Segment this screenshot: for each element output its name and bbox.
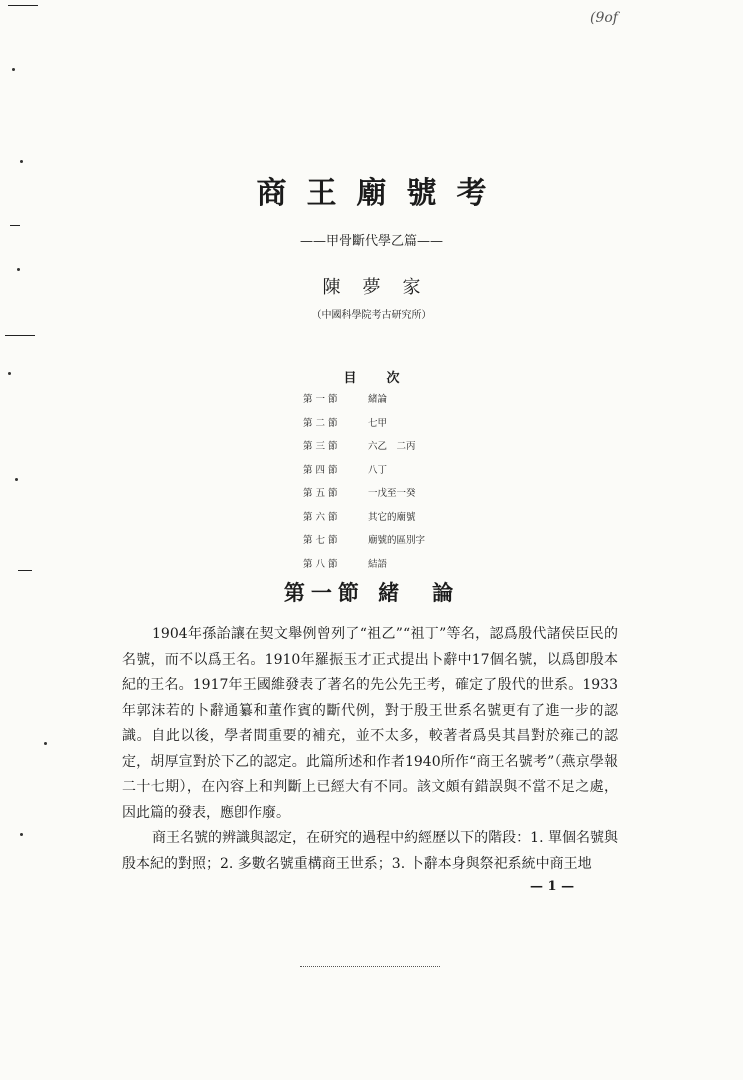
subtitle: ——甲骨斷代學乙篇—— xyxy=(299,234,443,249)
toc-item-title: 緒論 xyxy=(368,394,388,405)
toc-item-title: 七甲 xyxy=(368,417,388,429)
toc-item-number: 第三節 xyxy=(303,441,341,452)
toc-item xyxy=(303,438,563,462)
toc-item-title: 廟號的區別字 xyxy=(368,535,426,546)
toc-item-number: 第八節 xyxy=(303,558,341,570)
handwritten-note: (9of xyxy=(590,10,618,26)
toc-item-number: 第五節 xyxy=(303,488,341,499)
margin-mark xyxy=(18,570,32,571)
paragraph: 商王名號的辨識與認定，在研究的過程中約經歷以下的階段：1. 單個名號與殷本紀的對照；2. 多數名號重構商王世系；3. 卜辭本身與祭祀系統中商王地 xyxy=(122,830,618,872)
bottom-scan-noise xyxy=(300,966,440,968)
author-affiliation: （中國科學院考古研究所） xyxy=(311,310,432,321)
scan-speck xyxy=(12,68,15,71)
toc-item-number: 第二節 xyxy=(303,417,341,429)
section-body xyxy=(122,622,618,877)
toc-heading: 目次 xyxy=(343,371,430,386)
scan-speck xyxy=(15,478,18,481)
toc-item-title: 六乙 二丙 xyxy=(368,441,416,452)
toc-item-number: 第一節 xyxy=(303,394,341,405)
toc-item xyxy=(303,415,563,439)
toc-item-number: 第七節 xyxy=(303,535,341,546)
toc-item xyxy=(303,462,563,486)
author-name: 陳夢家 xyxy=(322,277,443,298)
scan-speck xyxy=(20,833,23,836)
toc-item xyxy=(303,532,563,556)
toc-item-title: 結語 xyxy=(368,558,388,570)
toc-item xyxy=(303,391,563,415)
toc-item xyxy=(303,556,563,580)
toc-item-title: 一戊至一癸 xyxy=(368,488,416,499)
margin-mark xyxy=(10,225,20,226)
toc-item-title: 八丁 xyxy=(368,464,388,476)
scan-speck xyxy=(17,268,20,271)
paragraph: 1904年孫詒讓在契文舉例曾列了“祖乙”“祖丁”等名，認爲殷代諸侯臣民的名號，而不以爲王名。1910年羅振玉才正式提出卜辭中17個名號，以爲卽殷本紀的王名。1917年王國維發表了著名的先公先王考，確定了殷代的世系。1933年郭沫若的卜辭通纂和董作賓的斷代例，對于殷王世系名號更有了進一步的認識。自此以後，學者間重要的補充，並不太多，較著者爲吳其昌對於雍己的認定，胡厚宣對於下乙的認定。此篇所述和作者1940所作“商王名號考”（燕京學報二十七期），在內容上和判斷上已經大有不同。該文頗有錯誤與不當不足之處，因此篇的發表，應卽作廢。 xyxy=(122,626,618,821)
toc-item-number: 第四節 xyxy=(303,464,341,476)
page-title: 商王廟號考 xyxy=(256,176,507,211)
margin-mark xyxy=(8,5,38,6)
scan-speck xyxy=(44,742,47,745)
toc-item-title: 其它的廟號 xyxy=(368,511,416,523)
toc-item xyxy=(303,509,563,533)
section-heading: 第一節 緒 論 xyxy=(283,580,460,605)
margin-mark xyxy=(5,335,35,336)
table-of-contents xyxy=(303,391,563,579)
scan-speck xyxy=(20,160,23,163)
toc-item-number: 第六節 xyxy=(303,511,341,523)
page-number: — 1 — xyxy=(530,879,575,894)
toc-item xyxy=(303,485,563,509)
